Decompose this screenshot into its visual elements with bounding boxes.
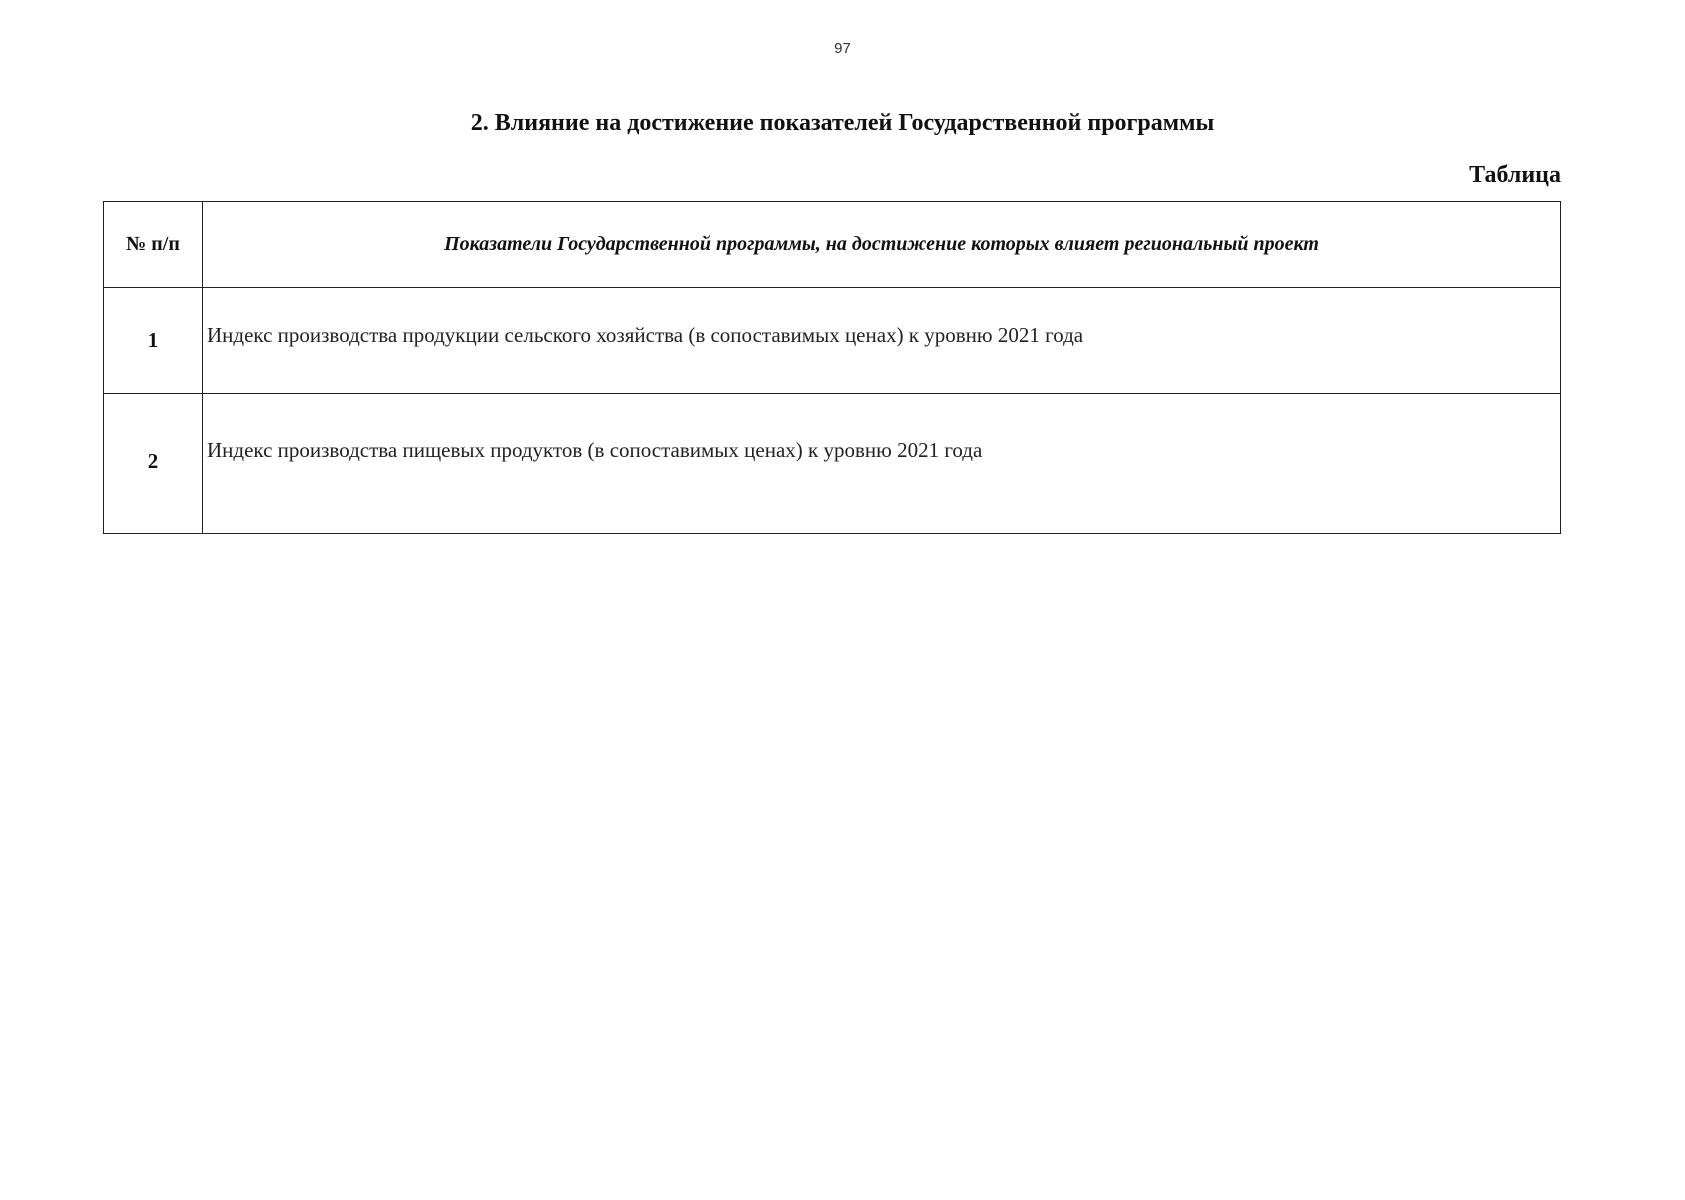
header-indicator: Показатели Государственной программы, на достижение которых влияет региональный проект — [203, 202, 1561, 288]
table-row — [104, 394, 1561, 534]
table-header-row — [104, 202, 1561, 288]
row-indicator: Индекс производства пищевых продуктов (в сопоставимых ценах) к уровню 2021 года — [203, 394, 1561, 534]
row-number: 1 — [104, 288, 203, 394]
page-number: 97 — [834, 40, 851, 57]
table-caption: Таблица — [1469, 162, 1561, 188]
indicators-table — [103, 201, 1561, 534]
section-title: 2. Влияние на достижение показателей Государственной программы — [470, 110, 1215, 136]
header-number: № п/п — [104, 202, 203, 288]
table-row — [104, 288, 1561, 394]
row-indicator: Индекс производства продукции сельского хозяйства (в сопоставимых ценах) к уровню 2021 года — [203, 288, 1561, 394]
row-number: 2 — [104, 394, 203, 534]
